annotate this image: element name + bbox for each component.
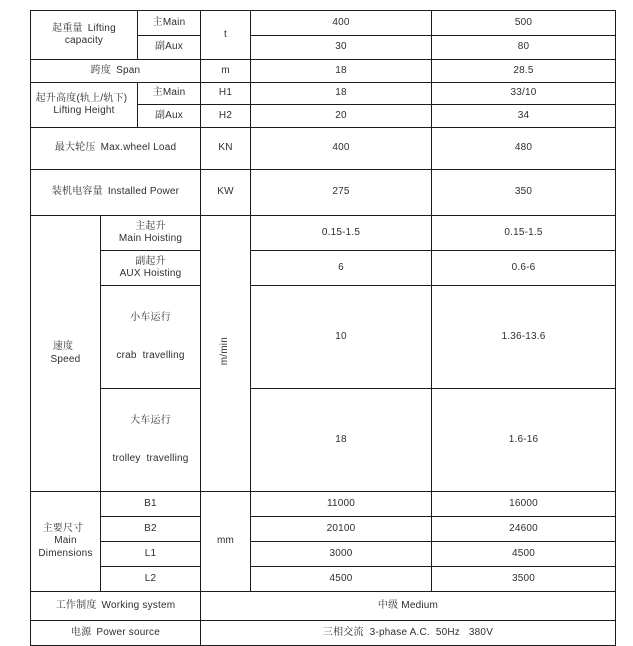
cell-installed-power-unit: KW [201,170,251,216]
row-installed-power [31,170,616,216]
speed-aux-hoisting-en: AUX Hoisting [119,268,182,279]
cell-capacity-label [31,11,138,60]
working-system-label-zh: 工作制度 [55,599,97,611]
cell-speed-main-hoisting-v2: 0.15-1.5 [432,216,616,251]
row-speed-trolley-travelling [31,389,616,492]
cell-wheel-load-v1: 400 [251,128,432,170]
cell-speed-crab-travelling-v1: 10 [251,286,432,389]
cell-dim-l2-v2: 3500 [432,567,616,592]
cell-power-source-value: 三相交流 3-phase A.C. 50Hz 380V [201,621,616,646]
speed-main-hoisting-en: Main Hoisting [118,233,183,244]
row-capacity-main [31,11,616,36]
speed-label-en: Speed [50,353,81,365]
installed-power-label-zh: 装机电容量 [51,186,103,198]
cell-speed-aux-hoisting-label [101,251,201,286]
cell-capacity-unit: t [201,11,251,60]
capacity-label-en: Lifting capacity [64,22,116,46]
row-span [31,60,616,83]
cell-height-aux-v2: 34 [432,105,616,128]
span-label-en: Span [116,64,141,76]
cell-dimensions-unit: mm [201,492,251,592]
row-speed-aux-hoisting [31,251,616,286]
cell-height-label [31,83,138,128]
row-dim-l1 [31,542,616,567]
cell-capacity-aux-v1: 30 [251,36,432,60]
cell-height-main-v2: 33/10 [432,83,616,105]
row-dim-b2 [31,517,616,542]
cell-dim-l1-v2: 4500 [432,542,616,567]
cell-installed-power-v2: 350 [432,170,616,216]
dimensions-label-en: Main Dimensions [38,535,93,559]
cell-wheel-load-unit: KN [201,128,251,170]
row-speed-crab-travelling [31,286,616,389]
speed-crab-travelling-zh: 小车运行 [130,312,171,323]
cell-height-main-unit: H1 [201,83,251,105]
crane-spec-table [30,10,616,646]
cell-capacity-main-v1: 400 [251,11,432,36]
cell-speed-crab-travelling-v2: 1.36-13.6 [432,286,616,389]
working-system-label-en: Working system [101,599,176,611]
cell-installed-power-v1: 275 [251,170,432,216]
dimensions-label-zh: 主要尺寸 [42,522,84,534]
cell-dim-l1-label: L1 [101,542,201,567]
cell-capacity-aux-v2: 80 [432,36,616,60]
span-label-zh: 跨度 [90,64,112,76]
cell-dim-b1-label: B1 [101,492,201,517]
installed-power-label-en: Installed Power [107,186,180,198]
cell-dim-b2-v2: 24600 [432,517,616,542]
cell-span-v2: 28.5 [432,60,616,83]
cell-working-system-label [31,592,201,621]
capacity-label-zh: 起重量 [52,22,83,34]
height-label-en: Lifting Height [53,105,115,116]
cell-wheel-load-label [31,128,201,170]
row-speed-main-hoisting [31,216,616,251]
cell-dimensions-label [31,492,101,592]
row-dim-l2 [31,567,616,592]
cell-speed-label [31,216,101,492]
wheel-load-label-zh: 最大轮压 [54,142,96,154]
speed-crab-travelling-en: crab travelling [116,349,185,361]
cell-capacity-aux-label: 副Aux [138,36,201,60]
cell-working-system-value: 中级 Medium [201,592,616,621]
cell-speed-unit [201,216,251,492]
power-source-label-zh: 电源 [71,626,92,638]
cell-dim-b2-label: B2 [101,517,201,542]
speed-trolley-travelling-zh: 大车运行 [130,415,171,426]
cell-dim-b2-v1: 20100 [251,517,432,542]
cell-dim-l1-v1: 3000 [251,542,432,567]
cell-dim-b1-v1: 11000 [251,492,432,517]
height-label-zh: 起升高度(轨上/轨下) [35,92,128,104]
cell-capacity-main-label: 主Main [138,11,201,36]
cell-dim-b1-v2: 16000 [432,492,616,517]
cell-height-main-label: 主Main [138,83,201,105]
row-power-source [31,621,616,646]
cell-speed-trolley-travelling-v1: 18 [251,389,432,492]
cell-dim-l2-label: L2 [101,567,201,592]
cell-span-label [31,60,201,83]
speed-main-hoisting-zh: 主起升 [135,220,166,232]
cell-speed-trolley-travelling-label [101,389,201,492]
cell-speed-main-hoisting-v1: 0.15-1.5 [251,216,432,251]
speed-label-zh: 速度 [52,341,74,352]
cell-height-main-v1: 18 [251,83,432,105]
row-dim-b1 [31,492,616,517]
cell-span-v1: 18 [251,60,432,83]
row-height-main [31,83,616,105]
row-wheel-load [31,128,616,170]
cell-wheel-load-v2: 480 [432,128,616,170]
cell-speed-crab-travelling-label [101,286,201,389]
power-source-label-en: Power source [96,626,160,638]
wheel-load-label-en: Max.wheel Load [100,142,177,154]
cell-speed-aux-hoisting-v1: 6 [251,251,432,286]
speed-aux-hoisting-zh: 副起升 [135,255,166,267]
cell-span-unit: m [201,60,251,83]
speed-trolley-travelling-en: trolley travelling [112,452,189,464]
cell-height-aux-unit: H2 [201,105,251,128]
cell-speed-aux-hoisting-v2: 0.6-6 [432,251,616,286]
cell-speed-trolley-travelling-v2: 1.6-16 [432,389,616,492]
cell-dim-l2-v1: 4500 [251,567,432,592]
cell-height-aux-label: 副Aux [138,105,201,128]
cell-capacity-main-v2: 500 [432,11,616,36]
cell-power-source-label [31,621,201,646]
row-working-system [31,592,616,621]
cell-speed-main-hoisting-label [101,216,201,251]
cell-installed-power-label [31,170,201,216]
cell-height-aux-v1: 20 [251,105,432,128]
speed-unit-text: m/min [219,337,231,366]
